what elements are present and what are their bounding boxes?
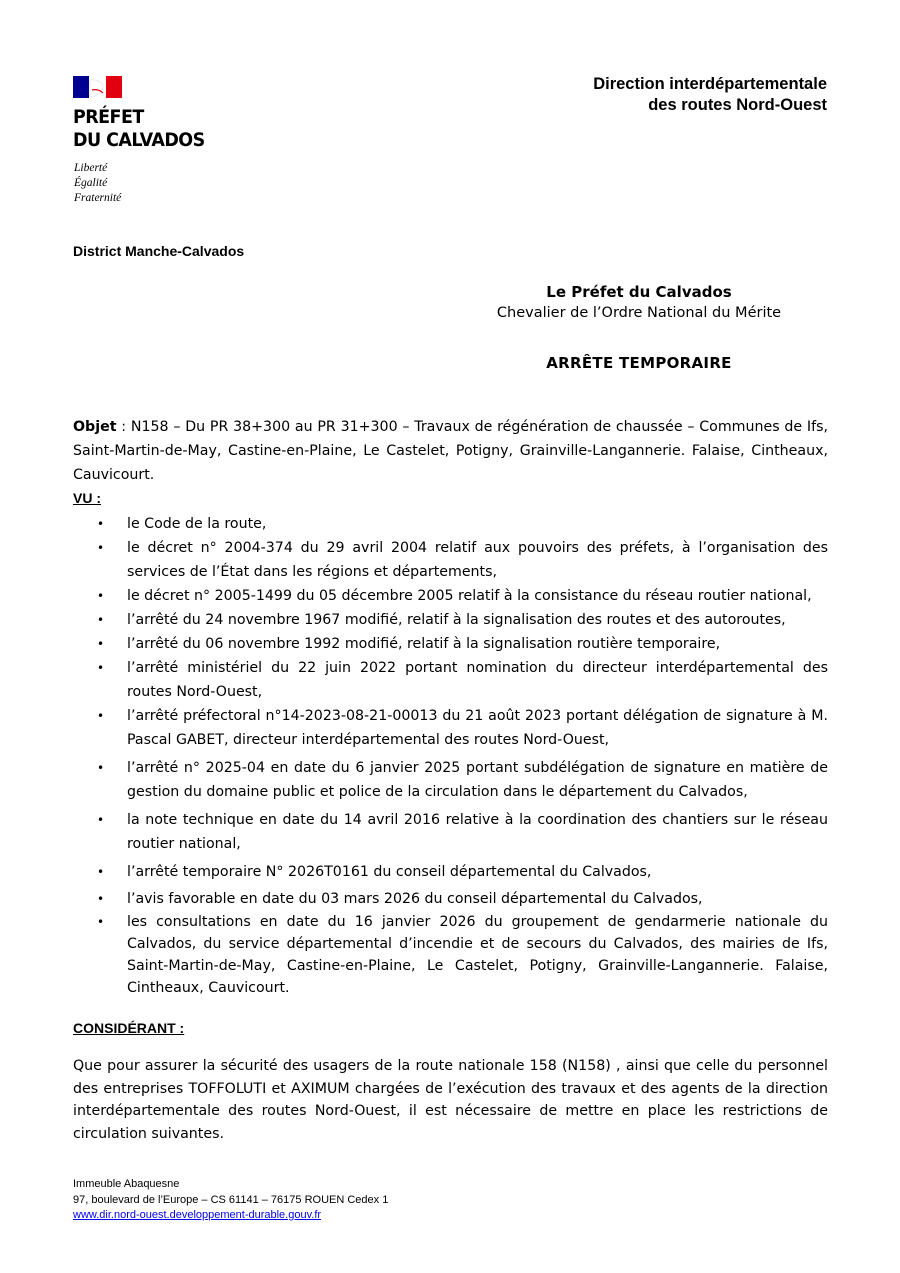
vu-item: • le décret n° 2005-1499 du 05 décembre 2005 relatif à la consistance du réseau routier national, (73, 584, 828, 608)
objet-label: Objet (73, 419, 117, 435)
considerant-paragraph: Que pour assurer la sécurité des usagers de la route nationale 158 (N158) , ainsi que celle du personnel des entreprises TOFFOLUTI et AXIMUM chargées de l’exécution des travaux et des agents de la direction interdépartementale des routes Nord-Ouest, il est nécessaire de mettre en place les restrictions de circulation suivantes. (73, 1058, 828, 1142)
direction-line2: des routes Nord-Ouest (648, 96, 827, 114)
vu-item: • l’arrêté préfectoral n°14-2023-08-21-00013 du 21 août 2023 portant délégation de signature à M. Pascal GABET, directeur interdépartemental des routes Nord-Ouest, (73, 704, 828, 752)
vu-item: • le Code de la route, (73, 512, 828, 536)
motto-egalite: Égalité (74, 177, 108, 189)
direction-header (593, 74, 827, 116)
republic-motto (74, 161, 121, 206)
direction-line1: Direction interdépartementale (593, 75, 827, 93)
motto-fraternite: Fraternité (74, 192, 122, 204)
vu-item: • l’arrêté temporaire N° 2026T0161 du conseil départemental du Calvados, (73, 860, 828, 884)
prefet-title: Le Préfet du Calvados (546, 283, 732, 301)
objet-paragraph (73, 415, 828, 487)
vu-list (73, 512, 828, 999)
prefet-subtitle: Chevalier de l’Ordre National du Mérite (496, 305, 782, 321)
marianne-flag-logo (73, 76, 122, 98)
prefecture-name-line2: DU CALVADOS (73, 129, 205, 151)
motto-liberte: Liberté (74, 162, 108, 174)
vu-item: • l’avis favorable en date du 03 mars 2026 du conseil départemental du Calvados, (73, 887, 828, 911)
vu-item: • l’arrêté du 06 novembre 1992 modifié, relatif à la signalisation routière temporaire, (73, 632, 828, 656)
vu-item: • l’arrêté du 24 novembre 1967 modifié, relatif à la signalisation des routes et des autoroutes, (73, 608, 828, 632)
vu-item: • les consultations en date du 16 janvier 2026 du groupement de gendarmerie nationale du Calvados, du service départemental d’incendie et de secours du Calvados, des mairies de Ifs, Saint-Martin-de-May, Castine-en-Plaine, Le Castelet, Potigny, Grainville-Langannerie. Falaise, Cintheaux, Cauvicourt. (73, 911, 828, 999)
vu-item: • la note technique en date du 14 avril 2016 relative à la coordination des chantiers sur le réseau routier national, (73, 808, 828, 856)
vu-heading: VU : (73, 490, 101, 506)
objet-text: : N158 – Du PR 38+300 au PR 31+300 – Travaux de régénération de chaussée – Communes de Ifs, Saint-Martin-de-May, Castine-en-Plaine, Le Castelet, Potigny, Grainville-Langannerie. Falaise, Cintheaux, Cauvicourt. (73, 419, 828, 483)
vu-item: • l’arrêté ministériel du 22 juin 2022 portant nomination du directeur interdépartemental des routes Nord-Ouest, (73, 656, 828, 704)
footer-address (73, 1177, 388, 1224)
footer-building: Immeuble Abaquesne (73, 1178, 180, 1190)
footer-street: 97, boulevard de l’Europe – CS 61141 – 76175 ROUEN Cedex 1 (73, 1193, 389, 1206)
prefecture-name (73, 106, 220, 152)
prefecture-name-line1: PRÉFET (73, 106, 144, 128)
arrete-title: ARRÊTE TEMPORAIRE (546, 354, 732, 372)
district-name: District Manche-Calvados (73, 243, 245, 259)
vu-item: • le décret n° 2004-374 du 29 avril 2004 relatif aux pouvoirs des préfets, à l’organisation des services de l’État dans les régions et départements, (73, 536, 828, 584)
footer-website-link[interactable]: www.dir.nord-ouest.developpement-durable.gouv.fr (73, 1209, 322, 1221)
considerant-heading: CONSIDÉRANT : (73, 1020, 185, 1036)
vu-item: • l’arrêté n° 2025-04 en date du 6 janvier 2025 portant subdélégation de signature en matière de gestion du domaine public et police de la circulation dans le département du Calvados, (73, 756, 828, 804)
